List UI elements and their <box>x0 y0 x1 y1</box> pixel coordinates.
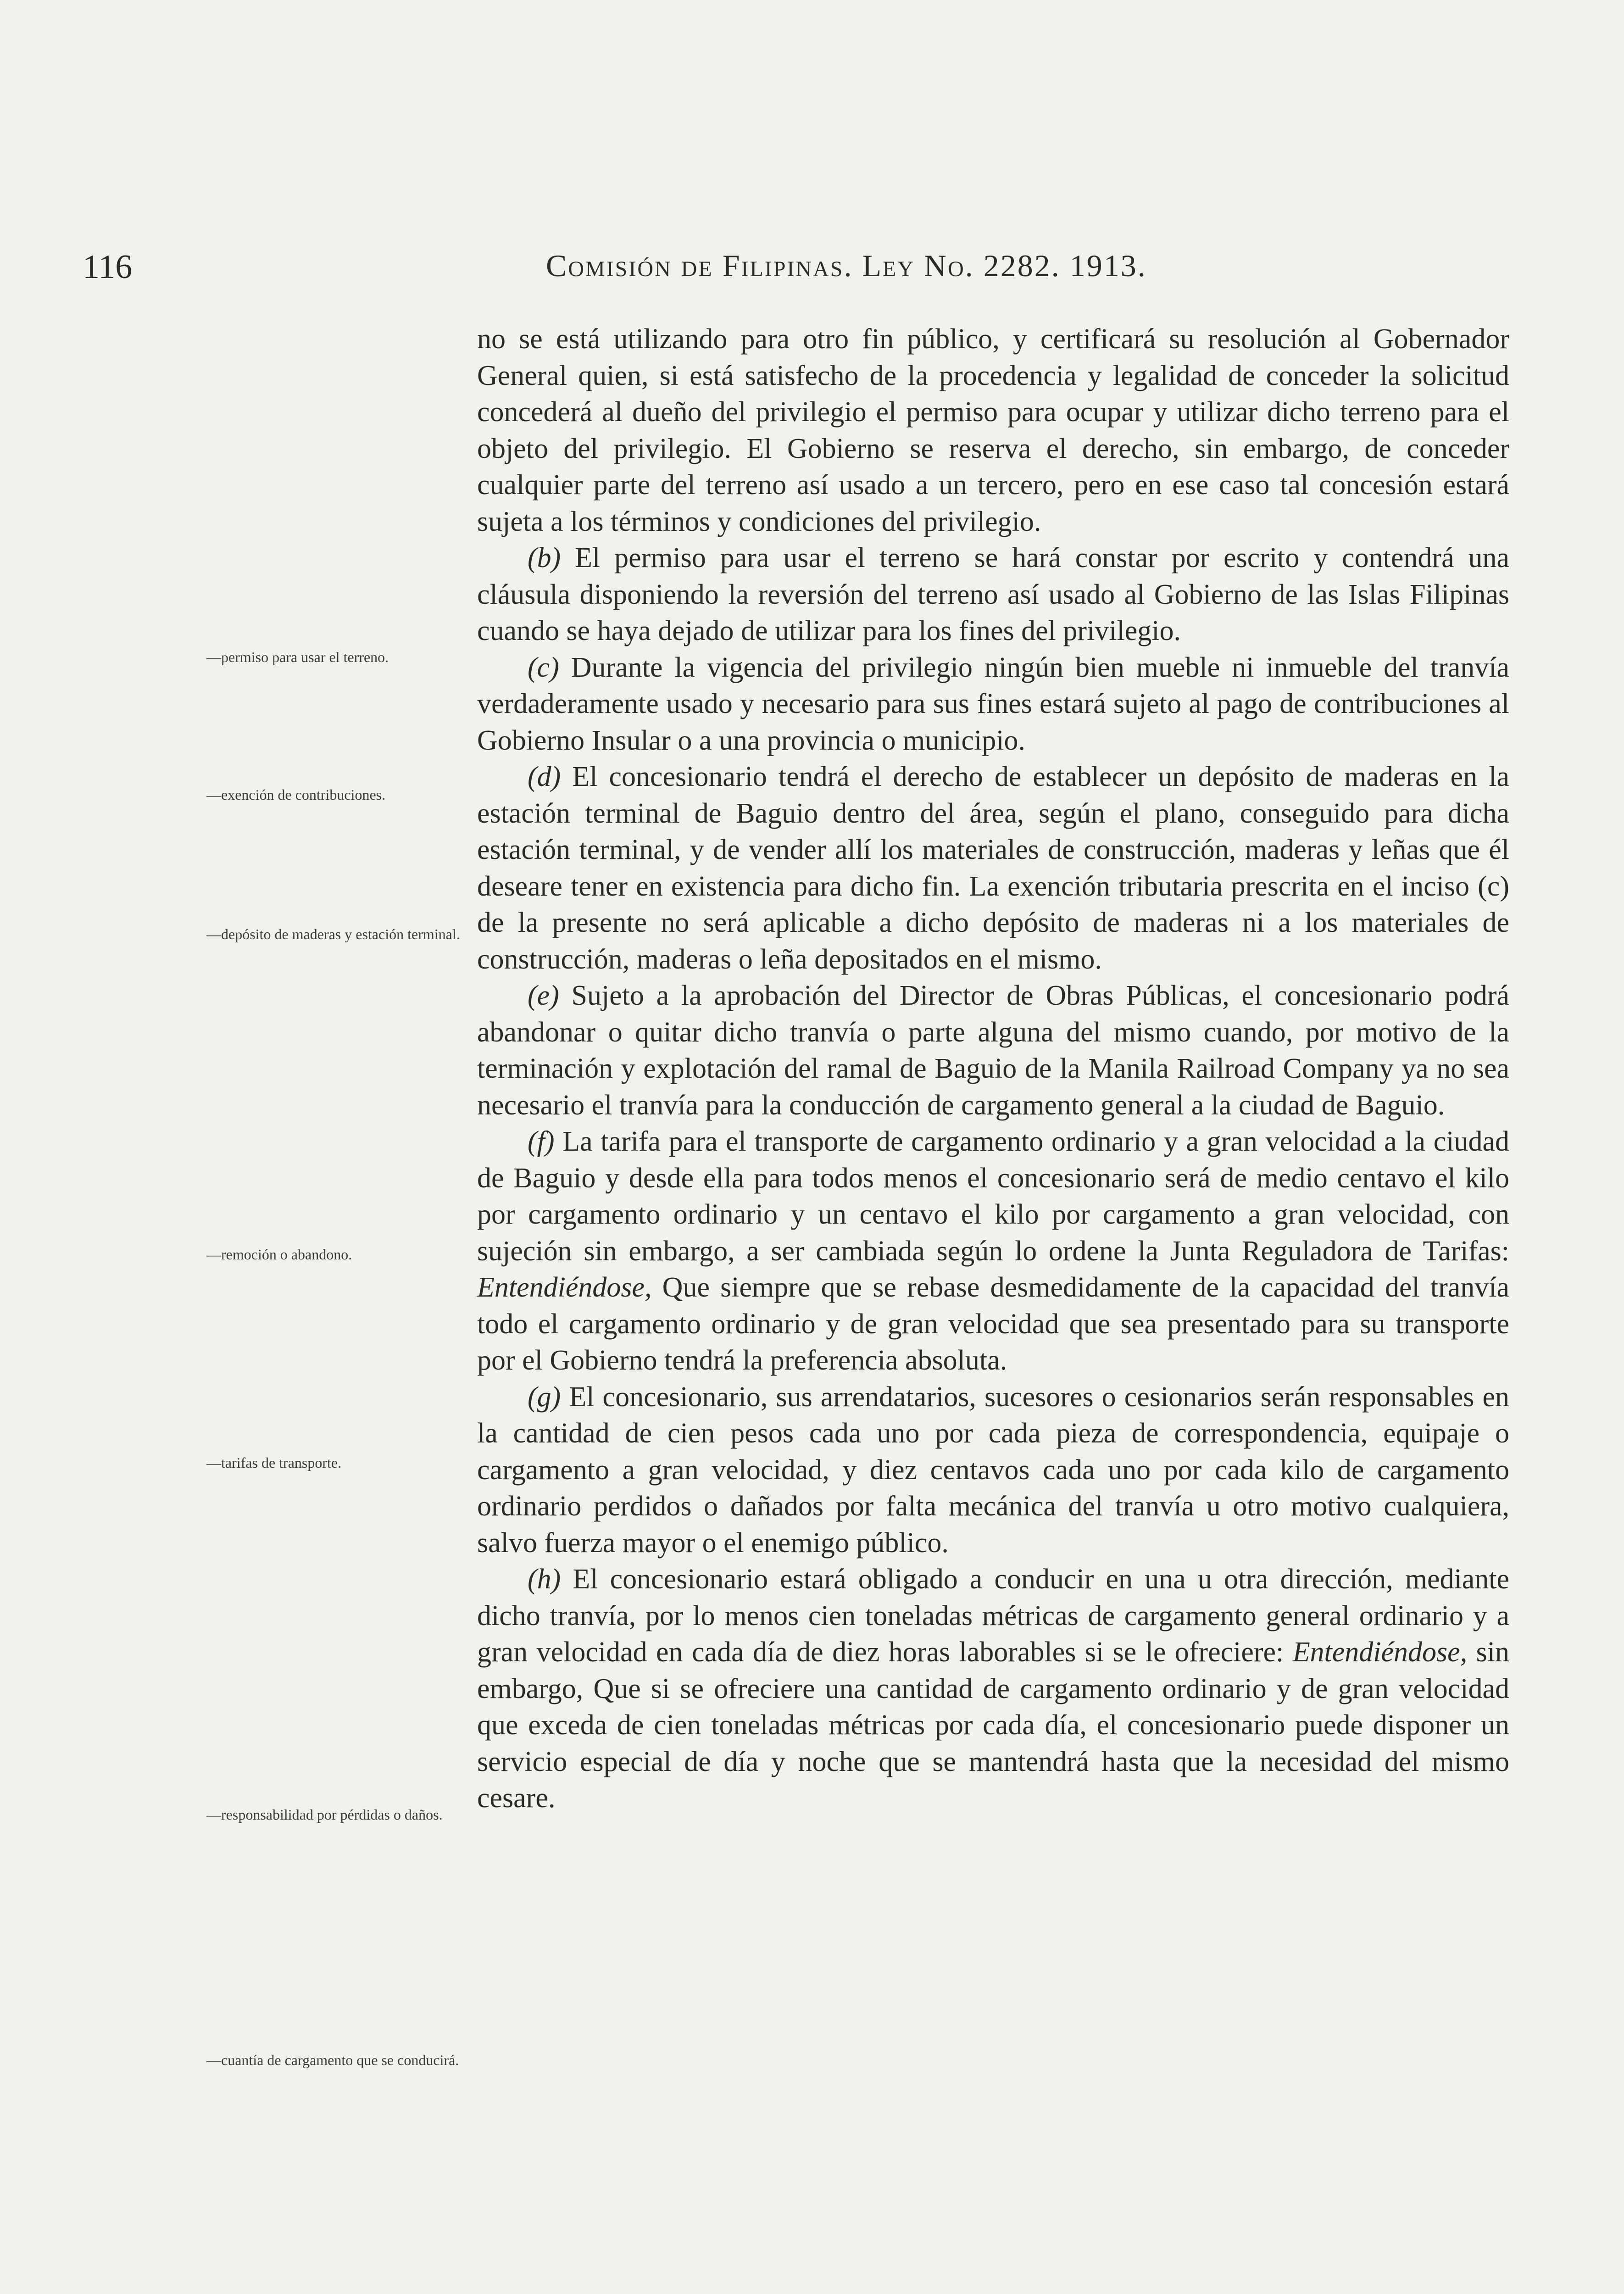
clause-f-marker: (f) <box>528 1126 555 1157</box>
clause-f-italic: Entendiéndose, <box>477 1272 652 1303</box>
margin-note-deposito: —depósito de maderas y estación terminal. <box>206 926 460 942</box>
clause-e-text: Sujeto a la aprobación del Director de Obras Públicas, el concesionario podrá abandonar o quitar dicho tranvía o parte alguna del mismo cuando, por motivo de la terminación y explotación del ramal de Baguio de la Manila Railroad Company ya no sea necesario el tranvía para la conducción de cargamento general a la ciudad de Baguio. <box>477 980 1509 1121</box>
paragraph-d <box>477 759 1509 978</box>
clause-c-marker: (c) <box>528 651 559 683</box>
paragraph-e <box>477 978 1509 1124</box>
clause-h-text-1: El concesionario estará obligado a conducir en una u otra dirección, mediante dicho tranvía, por lo menos cien toneladas métricas de cargamento general ordinario y a gran velocidad en cada día de diez horas laborables si se le ofreciere: <box>477 1564 1509 1668</box>
margin-note-cuantia: —cuantía de cargamento que se conducirá. <box>206 2052 459 2068</box>
clause-h-text-2: sin embargo, Que si se ofreciere una cantidad de cargamento ordinario y de gran velocidad que exceda de cien toneladas métricas por cada día, el concesionario puede disponer un servicio especial de día y noche que se mantendrá hasta que la necesidad del mismo cesare. <box>477 1637 1509 1814</box>
paragraph-f <box>477 1124 1509 1379</box>
clause-d-text: El concesionario tendrá el derecho de establecer un depósito de maderas en la estación terminal de Baguio dentro del área, según el plano, conseguido para dicha estación terminal, y de vender allí los materiales de construcción, maderas y leñas que él deseare tener en existencia para dicho fin. La exención tributaria prescrita en el inciso (c) de la presente no será aplicable a dicho depósito de maderas ni a los materiales de construcción, maderas o leña depositados en el mismo. <box>477 761 1509 975</box>
clause-c-text: Durante la vigencia del privilegio ningún bien mueble ni inmueble del tranvía verdaderamente usado y necesario para sus fines estará sujeto al pago de contribuciones al Gobierno Insular o a una provincia o municipio. <box>477 651 1509 756</box>
clause-g-marker: (g) <box>528 1381 561 1413</box>
page-number: 116 <box>83 248 133 286</box>
margin-note-responsabilidad: —responsabilidad por pérdidas o daños. <box>206 1806 443 1823</box>
clause-e-marker: (e) <box>528 980 559 1011</box>
paragraph-b <box>477 540 1509 650</box>
margin-note-permiso: —permiso para usar el terreno. <box>206 649 389 665</box>
page-header <box>0 248 1624 289</box>
paragraph-continuation: no se está utilizando para otro fin público, y certificará su resolución al Gobernador General quien, si está satisfecho de la procedencia y legalidad de conceder la solicitud concederá al dueño del privilegio el permiso para ocupar y utilizar dicho terreno para el objeto del privilegio. El Gobierno se reserva el derecho, sin embargo, de conceder cualquier parte del terreno así usado a un tercero, pero en ese caso tal concesión estará sujeta a los términos y condiciones del privilegio. <box>477 323 1509 537</box>
clause-b-marker: (b) <box>528 542 561 574</box>
margin-note-exencion: —exención de contribuciones. <box>206 786 386 803</box>
margin-note-remocion: —remoción o abandono. <box>206 1246 352 1263</box>
body-text <box>477 321 1509 1817</box>
running-title: Comisión de Filipinas. Ley No. 2282. 1913. <box>546 248 1147 283</box>
paragraph-g <box>477 1379 1509 1562</box>
margin-note-tarifas: —tarifas de transporte. <box>206 1454 342 1471</box>
paragraph-c <box>477 650 1509 759</box>
clause-d-marker: (d) <box>528 761 561 792</box>
paragraph-h <box>477 1561 1509 1817</box>
clause-b-text: El permiso para usar el terreno se hará constar por escrito y contendrá una cláusula disponiendo la reversión del terreno así usado al Gobierno de las Islas Filipinas cuando se haya dejado de utilizar para los fines del privilegio. <box>477 542 1509 646</box>
clause-g-text: El concesionario, sus arrendatarios, sucesores o cesionarios serán responsables en la cantidad de cien pesos cada uno por cada pieza de correspondencia, equipaje o cargamento a gran velocidad, y diez centavos cada uno por cada kilo de cargamento ordinario perdidos o dañados por falta mecánica del tranvía u otro motivo cualquiera, salvo fuerza mayor o el enemigo público. <box>477 1381 1509 1559</box>
clause-h-marker: (h) <box>528 1564 561 1595</box>
clause-f-text-2: Que siempre que se rebase desmedidamente de la capacidad del tranvía todo el cargamento ordinario y de gran velocidad que sea presentado para su transporte por el Gobierno tendrá la preferencia absoluta. <box>477 1272 1509 1376</box>
clause-f-text-1: La tarifa para el transporte de cargamento ordinario y a gran velocidad a la ciudad de Baguio y desde ella para todos menos el concesionario será de medio centavo el kilo por cargamento ordinario y un centavo el kilo por cargamento a gran velocidad, con sujeción sin embargo, a ser cambiada según lo ordene la Junta Reguladora de Tarifas: <box>477 1126 1509 1267</box>
clause-h-italic: Entendiéndose, <box>1292 1637 1468 1668</box>
